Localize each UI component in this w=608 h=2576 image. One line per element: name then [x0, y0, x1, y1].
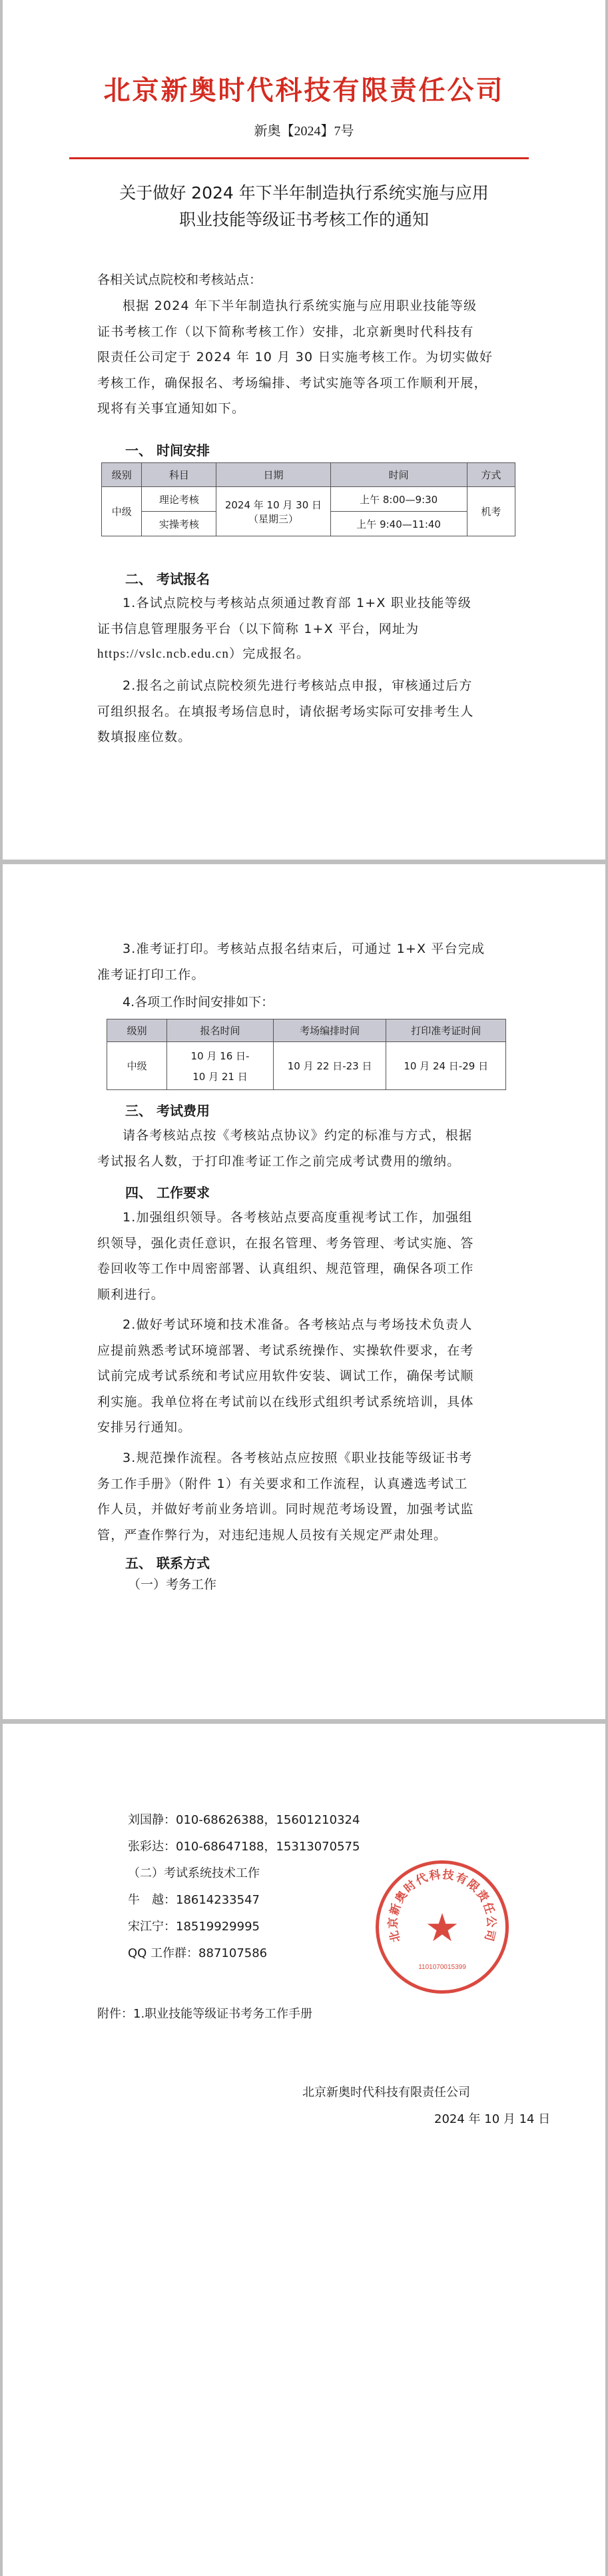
company-seal — [376, 1860, 509, 1994]
seal-number: 1101070015399 — [418, 1964, 466, 1971]
para-line: 管，严查作弊行为，对违纪违规人员按有关规定严肃处理。 — [97, 1527, 448, 1543]
requirements-paragraph-3 — [97, 1445, 523, 1548]
table-cell-arrange: 10 月 22 日-23 日 — [273, 1042, 386, 1090]
table-header: 方式 — [467, 463, 515, 487]
para-line: 利实施。我单位将在考试前以在线形式组织考试系统培训，具体 — [97, 1394, 474, 1409]
exam-contacts — [128, 1807, 360, 1967]
intro-paragraph — [97, 293, 523, 422]
section-heading-schedule: 一、 时间安排 — [125, 442, 210, 458]
table-cell-date — [216, 487, 330, 536]
document-page-1 — [3, 0, 605, 860]
document-title-line2: 职业技能等级证书考核工作的通知 — [178, 210, 429, 229]
table-header: 级别 — [102, 463, 142, 487]
table-header: 级别 — [107, 1019, 167, 1042]
registration-paragraph-1 — [97, 590, 523, 668]
attachment-note: 附件：1.职业技能等级证书考务工作手册 — [97, 2007, 313, 2021]
para-line: 作人员，并做好考前业务培训。同时规范考场设置，加强考试监 — [97, 1502, 474, 1517]
table-cell-print: 10 月 24 日-29 日 — [386, 1042, 506, 1090]
reg-end: 10 月 21 日 — [192, 1070, 248, 1083]
para-line: 1.各试点院校与考核站点须通过教育部 1+X 职业技能等级 — [123, 596, 472, 610]
para-line: 请各考核站点按《考核站点协议》约定的标准与方式，根据 — [123, 1128, 473, 1143]
table-cell-mode: 机考 — [467, 487, 515, 536]
work-schedule-table — [107, 1019, 506, 1090]
section-heading-contacts: 五、 联系方式 — [125, 1555, 210, 1571]
table-cell-time: 上午 9:40—11:40 — [330, 512, 467, 536]
reg-start: 10 月 16 日- — [190, 1049, 250, 1062]
company-name-header: 北京新奥时代科技有限责任公司 — [103, 75, 505, 106]
contacts-subheading-tech: （二）考试系统技术工作 — [128, 1866, 260, 1880]
table-cell-level: 中级 — [107, 1042, 167, 1090]
intro-line: 证书考核工作（以下简称考核工作）安排，北京新奥时代科技有 — [97, 324, 474, 339]
para-line: 卷回收等工作中周密部署、认真组织、规范管理，确保各项工作 — [97, 1261, 474, 1276]
document-title-line1: 关于做好 2024 年下半年制造执行系统实施与应用 — [119, 183, 489, 203]
para-line: 应提前熟悉考试环境部署、考试系统操作、实操软件要求，在考 — [97, 1343, 474, 1358]
para-line: 准考证打印工作。 — [97, 967, 205, 982]
table-cell-subject: 理论考核 — [142, 487, 216, 512]
date-text: 2024 年 10 月 30 日 — [224, 498, 322, 511]
contacts-subheading-exam: （一）考务工作 — [128, 1577, 217, 1592]
seal-star-icon: ★ — [425, 1905, 459, 1950]
para-line: 2.报名之前试点院校须先进行考核站点申报，审核通过后方 — [123, 678, 473, 693]
contact-line: 牛 越：18614233547 — [128, 1893, 260, 1907]
section-heading-registration: 二、 考试报名 — [125, 571, 210, 587]
fees-paragraph — [97, 1123, 523, 1174]
para-line: 安排另行通知。 — [97, 1420, 192, 1435]
contact-line: 张彩达：010-68647188，15313070575 — [128, 1840, 360, 1854]
exam-schedule-table — [101, 462, 515, 536]
table-header: 时间 — [330, 463, 467, 487]
red-separator-line — [69, 157, 529, 159]
para-line: 务工作手册》（附件 1）有关要求和工作流程，认真遴选考试工 — [97, 1476, 468, 1491]
table-cell-registration — [167, 1042, 274, 1090]
requirements-paragraph-2 — [97, 1312, 523, 1441]
para-line: 织领导，强化责任意识，在报名管理、考务管理、考试实施、答 — [97, 1235, 474, 1251]
section-heading-requirements: 四、 工作要求 — [125, 1185, 210, 1201]
para-line: 3.规范操作流程。各考核站点应按照《职业技能等级证书考 — [123, 1451, 473, 1465]
document-page-2 — [3, 864, 605, 1719]
signature-date: 2024 年 10 月 14 日 — [434, 2112, 551, 2126]
section-heading-fees: 三、 考试费用 — [125, 1103, 210, 1119]
seal-text: 北京新奥时代科技有限责任公司 — [386, 1868, 498, 1944]
schedule-intro: 4.各项工作时间安排如下： — [123, 995, 274, 1009]
document-number: 新奥【2024】7号 — [254, 124, 354, 139]
para-line: 试前完成考试系统和考试应用软件安装、调试工作，确保考试顺 — [97, 1369, 474, 1383]
table-header: 科目 — [142, 463, 216, 487]
para-line: 2.做好考试环境和技术准备。各考核站点与考场技术负责人 — [123, 1317, 473, 1332]
salutation: 各相关试点院校和考核站点： — [97, 273, 262, 287]
table-header: 打印准考证时间 — [386, 1019, 506, 1042]
intro-line: 考核工作，确保报名、考场编排、考试实施等各项工作顺利开展， — [97, 375, 487, 390]
contact-line: 刘国静：010-68626388，15601210324 — [128, 1813, 360, 1827]
document-page-3 — [3, 1724, 605, 2576]
table-cell-time: 上午 8:00—9:30 — [330, 487, 467, 512]
contact-line: QQ 工作群：887107586 — [128, 1946, 268, 1960]
para-line: 数填报座位数。 — [97, 730, 192, 744]
para-line: 考试报名人数，于打印准考证工作之前完成考试费用的缴纳。 — [97, 1153, 461, 1169]
para-line: https://vslc.ncb.edu.cn）完成报名。 — [97, 647, 310, 661]
intro-line: 现将有关事宜通知如下。 — [97, 401, 246, 416]
table-cell-level: 中级 — [102, 487, 142, 536]
para-line: 顺利进行。 — [97, 1287, 165, 1302]
para-line: 可组织报名。在填报考场信息时，请依据考场实际可安排考生人 — [97, 704, 474, 719]
para-line: 1.加强组织领导。各考核站点要高度重视考试工作，加强组 — [123, 1210, 473, 1225]
para-line: 3.准考证打印。考核站点报名结束后，可通过 1+X 平台完成 — [123, 942, 485, 956]
table-header: 考场编排时间 — [273, 1019, 386, 1042]
para-line: 证书信息管理服务平台（以下简称 1+X 平台，网址为 — [97, 621, 420, 636]
table-header: 报名时间 — [167, 1019, 274, 1042]
weekday-text: （星期三） — [248, 512, 298, 525]
signature-org: 北京新奥时代科技有限责任公司 — [302, 2086, 470, 2100]
intro-line: 限责任公司定于 2024 年 10 月 30 日实施考核工作。为切实做好 — [97, 350, 493, 364]
requirements-paragraph-1 — [97, 1205, 523, 1307]
registration-paragraph-3 — [97, 936, 523, 987]
intro-line: 根据 2024 年下半年制造执行系统实施与应用职业技能等级 — [123, 299, 477, 313]
table-cell-subject: 实操考核 — [142, 512, 216, 536]
registration-paragraph-2 — [97, 673, 523, 750]
table-header: 日期 — [216, 463, 330, 487]
contact-line: 宋江宁：18519929995 — [128, 1920, 260, 1934]
